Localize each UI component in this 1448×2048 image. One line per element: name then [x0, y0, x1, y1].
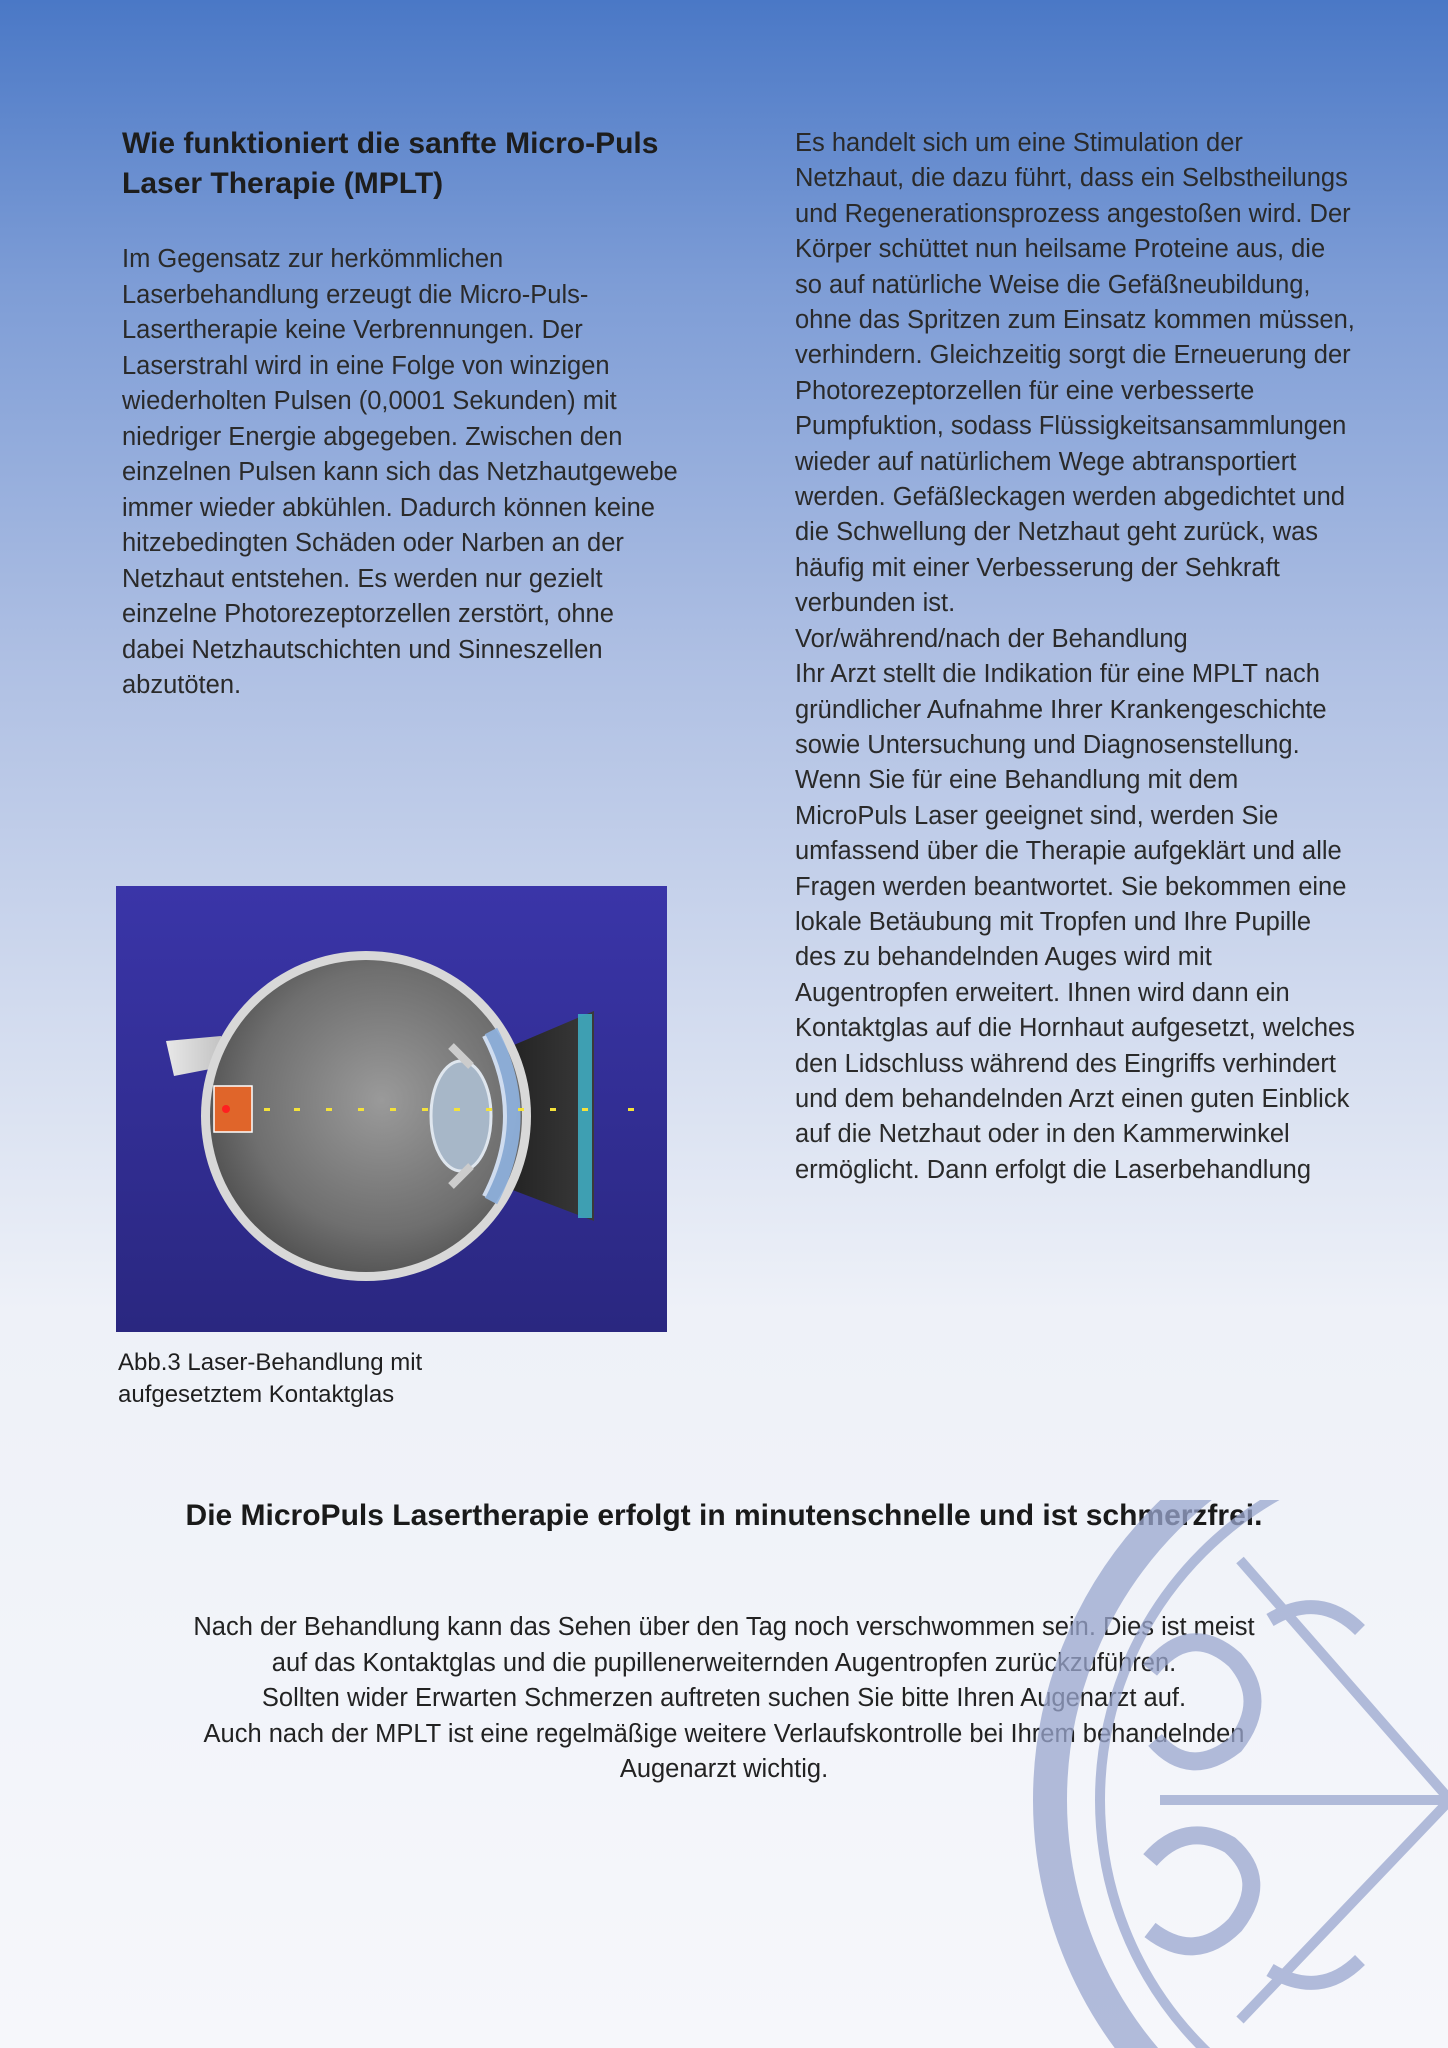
closing-line: Sollten wider Erwarten Schmerzen auftreten suchen Sie bitte Ihren Augenarzt auf.: [261, 1684, 1187, 1712]
treatment-paragraph: Ihr Arzt stellt die Indikation für eine MPLT nach gründlicher Aufnahme Ihrer Krankengeschichte sowie Untersuchung und Diagnosenstellung. Wenn Sie für eine Behandlung mit dem MicroPuls Laser geeignet sind, werden Sie umfassend über die Therapie aufgeklärt und alle Fragen werden beantwortet. Sie bekommen eine lokale Betäubung mit Tropfen und Ihre Pupille des zu behandelnden Auges wird mit Augentropfen erweitert. Ihnen wird dann ein Kontaktglas auf die Hornhaut aufgesetzt, welches den Lidschluss während des Eingriffs verhindert und dem behandelnden Arzt einen guten Einblick auf die Netzhaut oder in den Kammerwinkel ermöglicht. Dann erfolgt die Laserbehandlung: [795, 660, 1355, 1184]
intro-paragraph: Im Gegensatz zur herkömmlichen Laserbehandlung erzeugt die Micro-Puls- Lasertherapie keine Verbrennungen. Der Laserstrahl wird in eine Folge von winzigen wiederholten Pulsen (0,0001 Sekunden) mit niedriger Energie abgegeben. Zwischen den einzelnen Pulsen kann sich das Netzhautgewebe immer wieder abkühlen. Dadurch können keine hitzebedingten Schäden oder Narben an der Netzhaut entstehen. Es werden nur gezielt einzelne Photorezeptorzellen zerstört, ohne dabei Netzhautschichten und Sinneszellen abzutöten.: [122, 245, 678, 699]
clinic-logo-watermark: [1020, 1500, 1448, 2048]
figure-caption: Abb.3 Laser-Behandlung mit aufgesetztem Kontaktglas: [118, 1349, 423, 1408]
closing-line: Auch nach der MPLT ist eine regelmäßige weitere Verlaufskontrolle bei Ihrem behandelnden: [203, 1719, 1245, 1748]
closing-line: Nach der Behandlung kann das Sehen über den Tag noch verschwommen sein. Dies ist meist: [193, 1613, 1255, 1641]
treatment-area-box: [214, 1086, 252, 1132]
stimulation-paragraph: Es handelt sich um eine Stimulation der Netzhaut, die dazu führt, dass ein Selbstheilungs und Regenerationsprozess angestoßen wird. Der Körper schüttet nun heilsame Proteine aus, die so auf natürliche Weise die Gefäßneubildung, ohne das Spritzen zum Einsatz kommen müssen, verhindern. Gleichzeitig sorgt die Erneuerung der Photorezeptorzellen für eine verbesserte Pumpfuktion, sodass Flüssigkeitsansammlungen wieder auf natürlichem Wege abtransportiert werden. Gefäßleckagen werden abgedichtet und die Schwellung der Netzhaut geht zurück, was häufig mit einer Verbesserung der Sehkraft verbunden ist.: [795, 129, 1355, 618]
eye-diagram-graphic: [116, 886, 667, 1332]
lens-shape: [431, 1061, 491, 1171]
section-heading-mplt: Wie funktioniert die sanfte Micro-Puls Laser Therapie (MPLT): [122, 127, 659, 200]
closing-line: auf das Kontaktglas und die pupillenerweiternden Augentropfen zurückzuführen.: [271, 1648, 1177, 1677]
treatment-subheading: Vor/während/nach der Behandlung: [795, 624, 1188, 653]
eye-laser-illustration: [116, 886, 667, 1332]
right-column: [795, 126, 1355, 1188]
closing-line: Augenarzt wichtig.: [619, 1755, 829, 1783]
closing-heading: Die MicroPuls Lasertherapie erfolgt in minutenschnelle und ist schmerzfrei.: [185, 1499, 1263, 1532]
